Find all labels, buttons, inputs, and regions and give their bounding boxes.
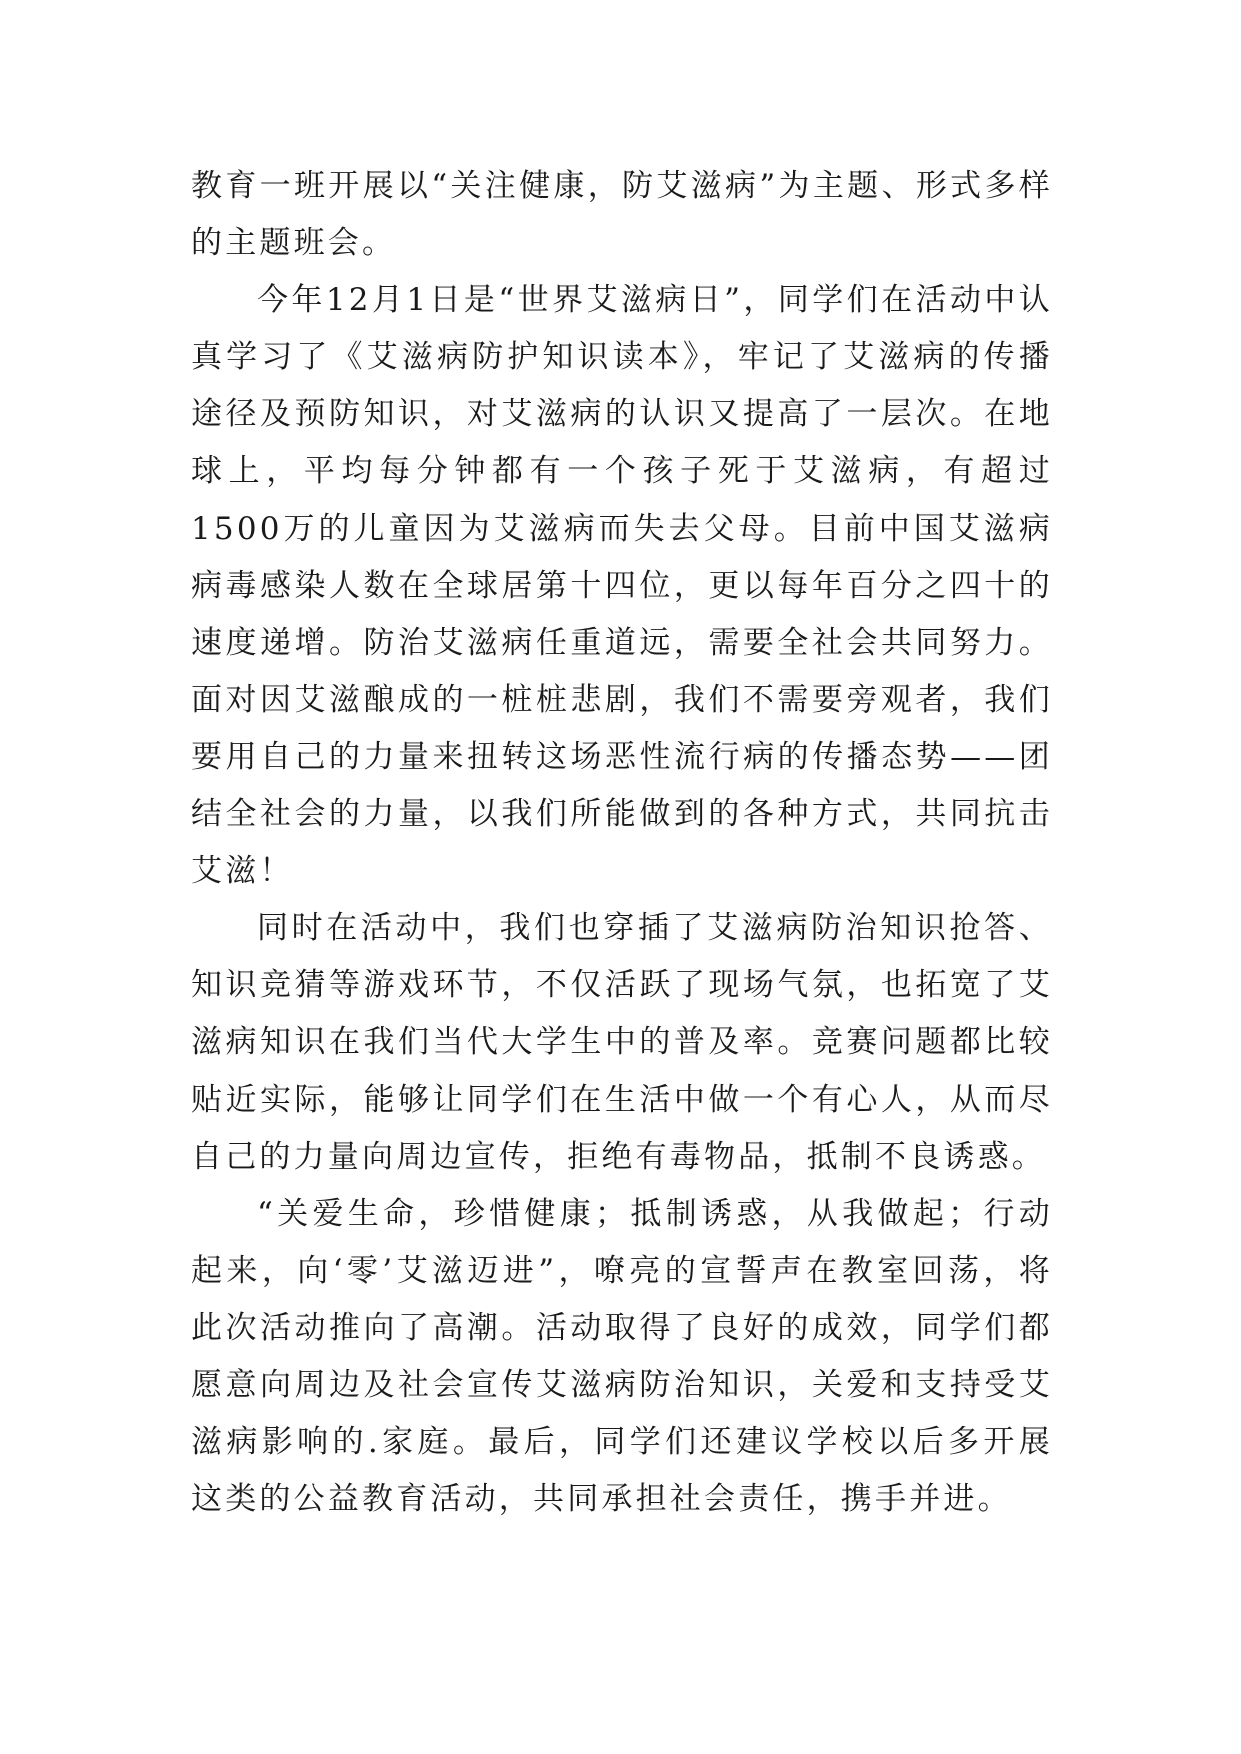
document-body bbox=[191, 158, 1053, 1528]
paragraph-continuation: 教育一班开展以“关注健康，防艾滋病”为主题、形式多样的主题班会。 bbox=[191, 168, 1053, 262]
paragraph-quiz-activities: 同时在活动中，我们也穿插了艾滋病防治知识抢答、知识竞猜等游戏环节，不仅活跃了现场气氛，也拓宽了艾滋病知识在我们当代大学生中的普及率。竞赛问题都比较贴近实际，能够让同学们在生活中做一个有心人，从而尽自己的力量向周边宣传，拒绝有毒物品，抵制不良诱惑。 bbox=[191, 910, 1053, 1175]
paragraph-oath-conclusion: “关爱生命，珍惜健康；抵制诱惑，从我做起；行动起来，向‘零’艾滋迈进”，嘹亮的宣誓声在教室回荡，将此次活动推向了高潮。活动取得了良好的成效，同学们都愿意向周边及社会宣传艾滋病防治知识，关爱和支持受艾滋病影响的.家庭。最后，同学们还建议学校以后多开展这类的公益教育活动，共同承担社会责任，携手并进。 bbox=[191, 1195, 1053, 1518]
paragraph-world-aids-day: 今年12月1日是“世界艾滋病日”，同学们在活动中认真学习了《艾滋病防护知识读本》，牢记了艾滋病的传播途径及预防知识，对艾滋病的认识又提高了一层次。在地球上，平均每分钟都有一个孩子死于艾滋病，有超过1500万的儿童因为艾滋病而失去父母。目前中国艾滋病病毒感染人数在全球居第十四位，更以每年百分之四十的速度递增。防治艾滋病任重道远，需要全社会共同努力。面对因艾滋酿成的一桩桩悲剧，我们不需要旁观者，我们要用自己的力量来扭转这场恶性流行病的传播态势——团结全社会的力量，以我们所能做到的各种方式，共同抗击艾滋！ bbox=[191, 282, 1053, 890]
